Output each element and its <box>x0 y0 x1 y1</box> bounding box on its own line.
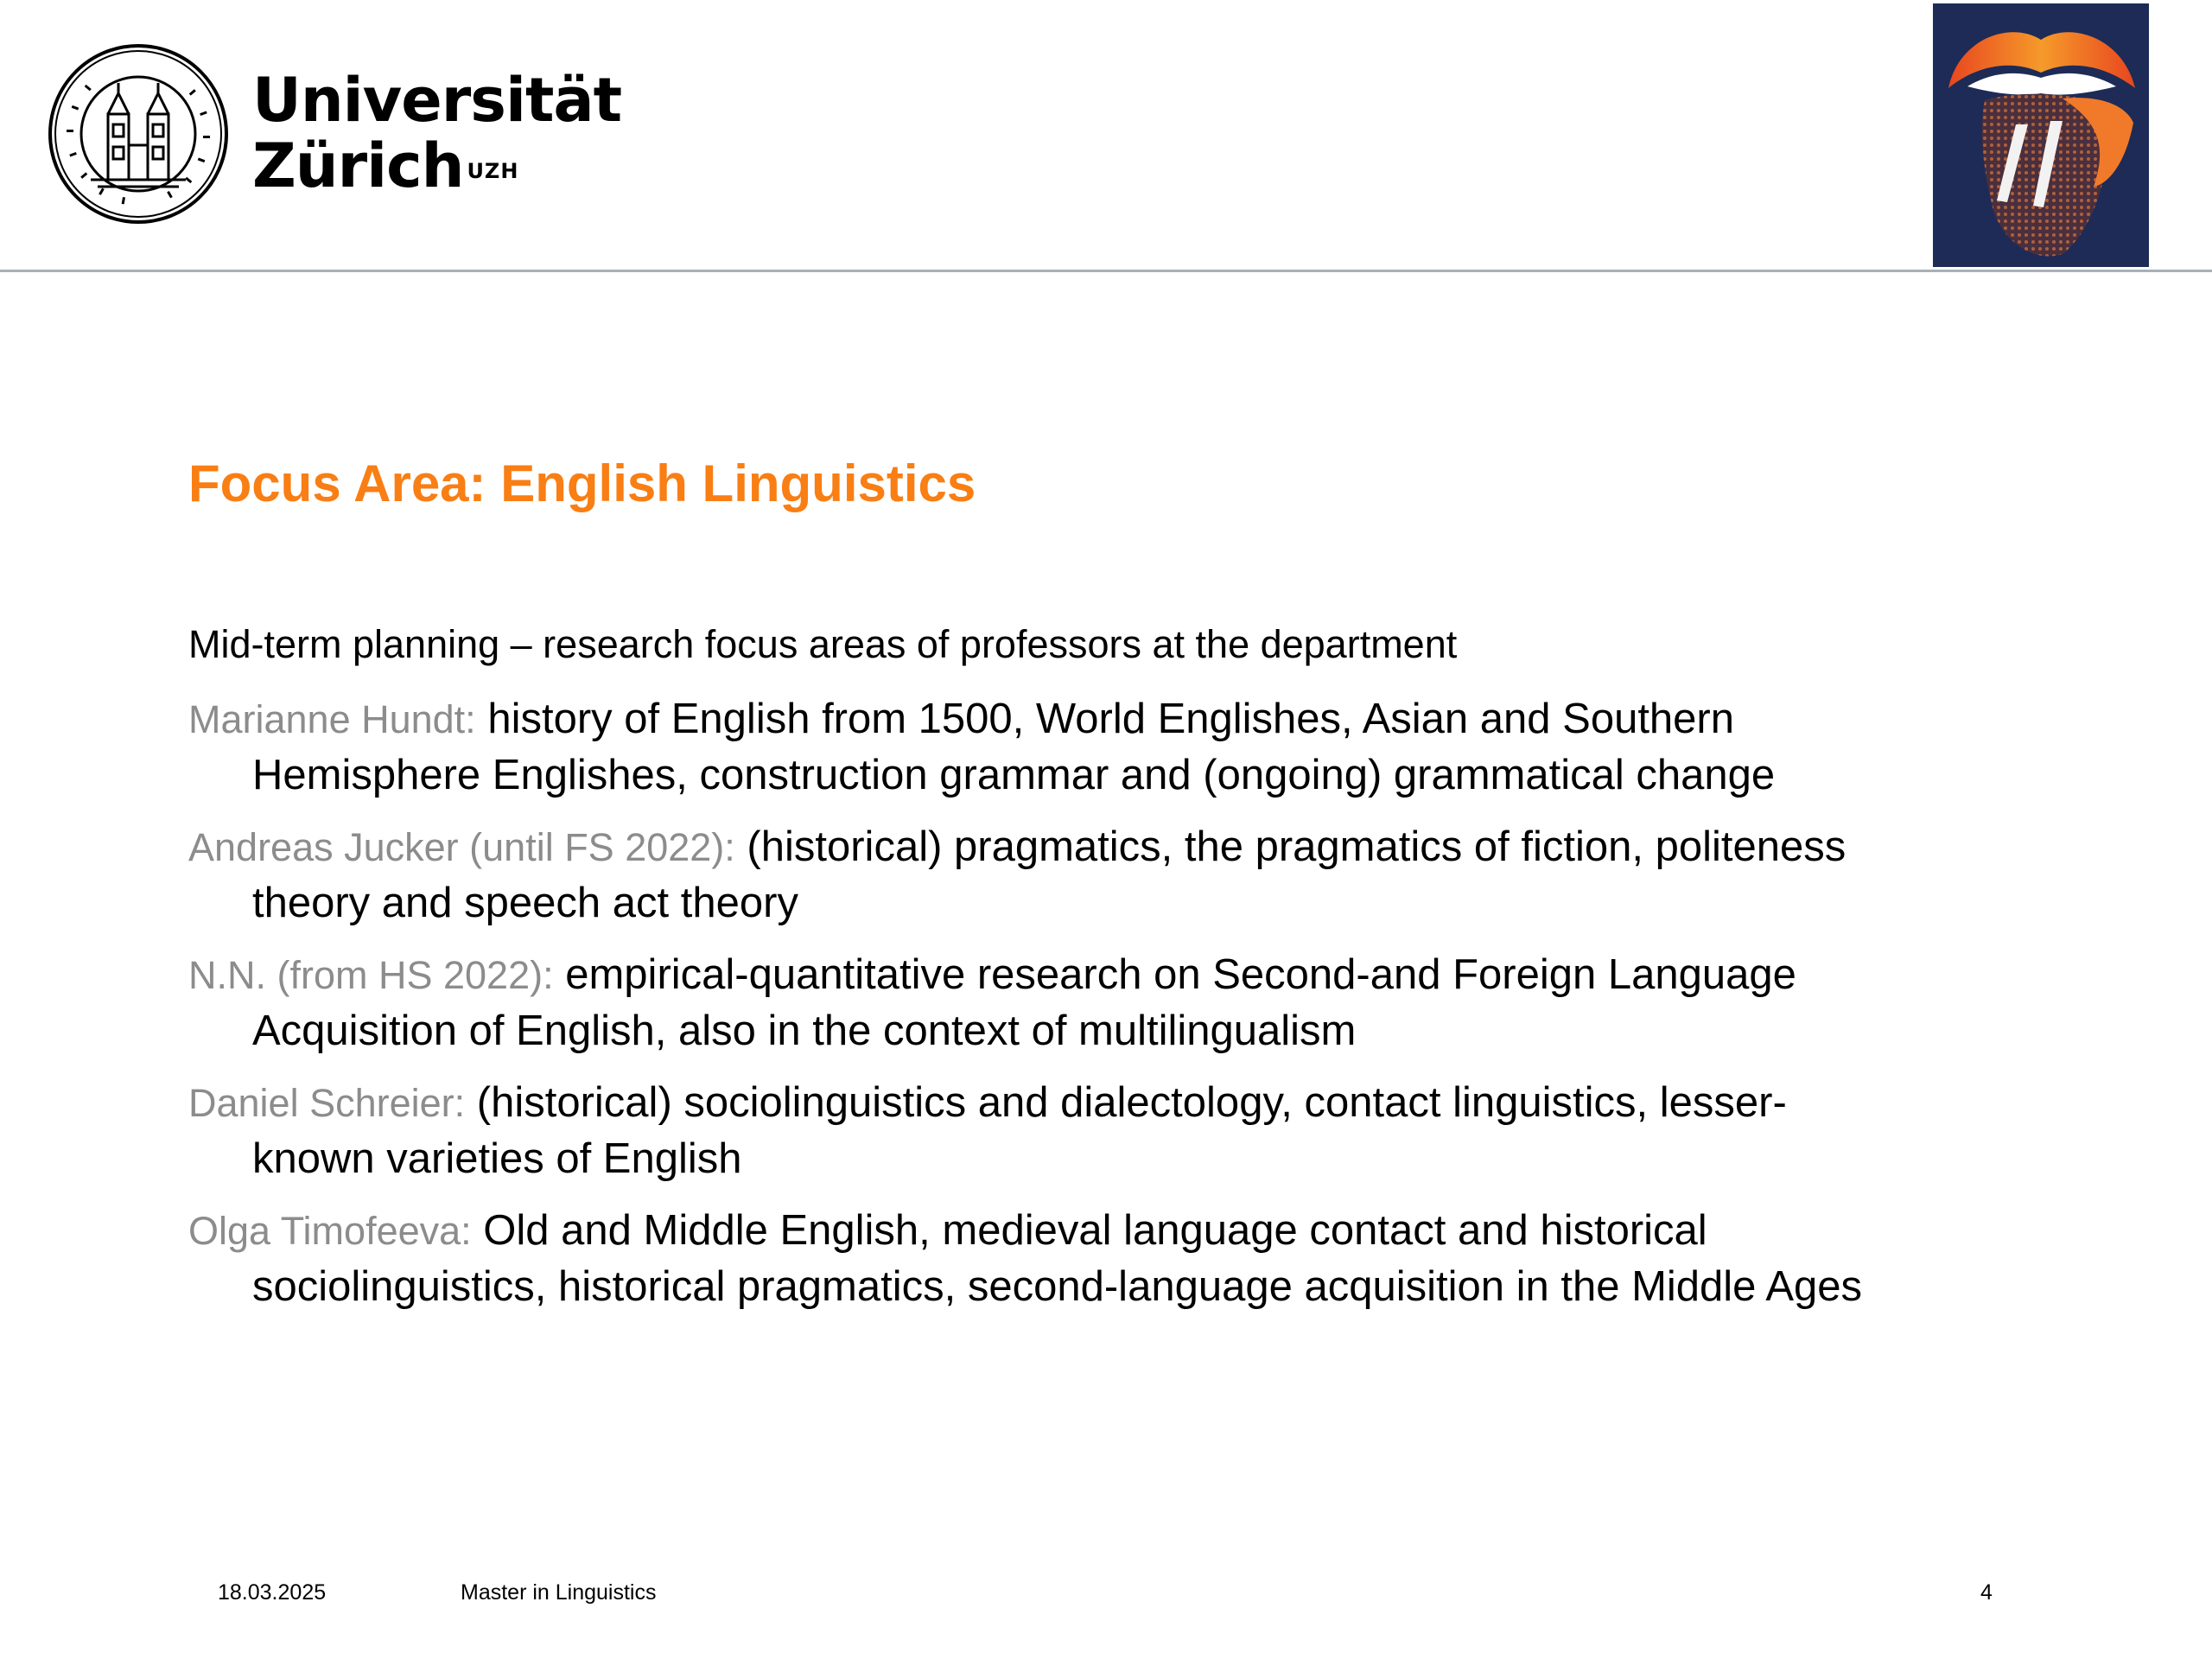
professor-focus: history of English from 1500, World Englishes, Asian and Southern <box>487 696 1735 742</box>
list-item <box>188 1075 2089 1186</box>
uzh-seal-icon <box>48 43 229 225</box>
professor-name: Andreas Jucker (until FS 2022): <box>188 825 735 869</box>
list-item <box>188 691 2089 803</box>
university-abbrev: UZH <box>467 159 519 183</box>
professor-focus: (historical) pragmatics, the pragmatics of fiction, politeness <box>747 823 1847 870</box>
professor-focus-cont: Hemisphere Englishes, construction grammar and (ongoing) grammatical change <box>252 752 1776 798</box>
professor-focus-cont: sociolinguistics, historical pragmatics, second-language acquisition in the Middle Ages <box>252 1263 1863 1310</box>
university-name-line1: Universität <box>252 65 622 136</box>
professor-focus-cont: Acquisition of English, also in the context of multilingualism <box>252 1007 1357 1054</box>
professor-list <box>188 691 2089 1331</box>
footer-date: 18.03.2025 <box>218 1580 327 1605</box>
list-item <box>188 1203 2089 1314</box>
professor-name: N.N. (from HS 2022): <box>188 953 554 997</box>
page-number: 4 <box>1980 1580 1993 1605</box>
professor-focus: Old and Middle English, medieval language contact and historical <box>483 1207 1707 1254</box>
footer-title: Master in Linguistics <box>461 1580 657 1605</box>
professor-name: Daniel Schreier: <box>188 1081 466 1125</box>
list-item <box>188 819 2089 931</box>
university-wordmark <box>252 67 621 199</box>
professor-focus: (historical) sociolinguistics and dialectology, contact linguistics, lesser- <box>476 1079 1787 1126</box>
professor-focus-cont: theory and speech act theory <box>252 880 798 926</box>
professor-focus: empirical-quantitative research on Second-and Foreign Language <box>565 951 1796 998</box>
university-name-line2: Zürich <box>252 130 464 201</box>
professor-focus-cont: known varieties of English <box>252 1135 742 1182</box>
rolling-stones-tongue-icon <box>1933 3 2149 267</box>
slide-title: Focus Area: English Linguistics <box>188 454 976 512</box>
header-divider <box>0 270 2212 272</box>
slide-header <box>0 0 2212 271</box>
intro-text: Mid-term planning – research focus areas of professors at the department <box>188 622 1458 666</box>
professor-name: Marianne Hundt: <box>188 697 476 741</box>
list-item <box>188 947 2089 1058</box>
professor-name: Olga Timofeeva: <box>188 1209 472 1253</box>
